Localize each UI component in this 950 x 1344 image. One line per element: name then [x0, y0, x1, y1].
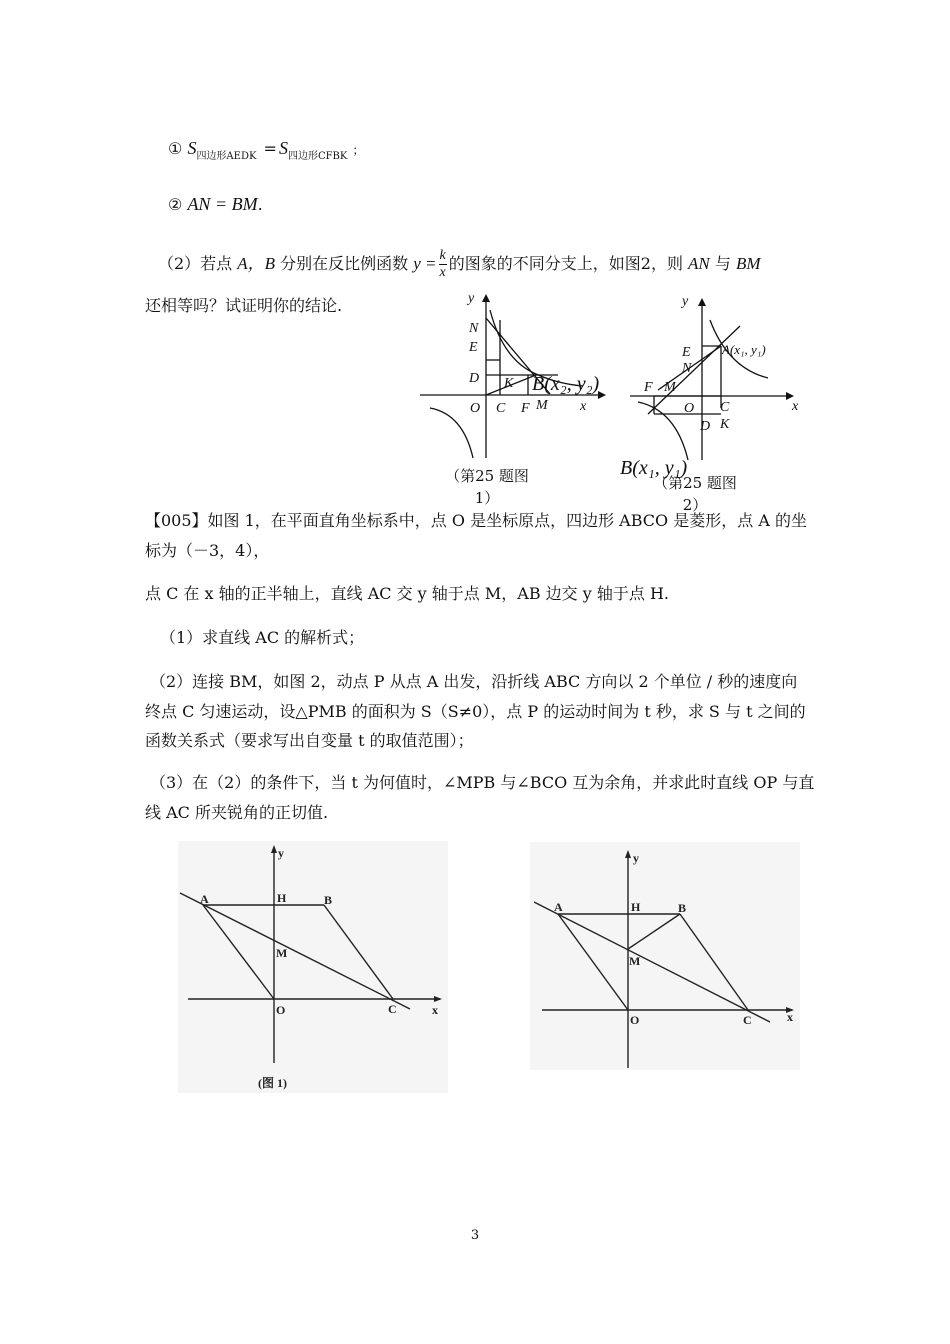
segment-ao: [558, 914, 628, 1010]
hyperbola-branch-2: [430, 408, 473, 458]
label-e: E: [469, 340, 478, 355]
caption-line: （第25 题图: [653, 474, 737, 492]
q005-part-2b: [145, 698, 806, 726]
text-segment: 标为（－3，4），: [145, 541, 270, 560]
text-segment: 分别在反比例函数: [280, 254, 409, 273]
text-segment: （3）在（2）的条件下，当 t 为何值时，∠MPB 与∠BCO 互为余角，并求此时直线 OP 与直: [150, 773, 815, 792]
text-segment: （2）连接 BM，如图 2，动点 P 从点 A 出发，沿折线 ABC 方向以 2 个单位 / 秒的速度向: [150, 672, 798, 691]
q005-part-1: [160, 624, 364, 652]
circled-number: ①: [168, 139, 183, 158]
q005-line-2: [145, 537, 269, 565]
numerator: k: [439, 248, 446, 263]
label-o: O: [630, 1013, 640, 1027]
circled-number: ②: [168, 195, 183, 214]
label-k: K: [720, 417, 730, 432]
text-segment: 还相等吗？试证明你的结论.: [145, 296, 343, 315]
label-b-point: B(x₂, y₂): [532, 373, 600, 395]
label-d: D: [469, 371, 480, 386]
figure-2: [530, 842, 800, 1070]
label-h: H: [631, 900, 641, 914]
label-o: O: [276, 1003, 286, 1017]
text-segment: （1）求直线 AC 的解析式；: [160, 628, 365, 647]
label-c: C: [388, 1002, 397, 1016]
page-number: 3: [470, 1228, 480, 1243]
condition-2: [168, 190, 263, 219]
segment-bc: [680, 914, 748, 1010]
label-f: F: [644, 380, 653, 395]
label-a: A: [554, 900, 563, 914]
text-segment: 函数关系式（要求写出自变量 t 的取值范围）；: [145, 731, 474, 750]
q005-line-1: [145, 507, 807, 535]
y-axis-arrow: [625, 850, 631, 858]
q005-line-3: [145, 580, 669, 608]
punctuation: .: [257, 195, 263, 214]
caption-line: 1）: [474, 489, 500, 507]
label-m: M: [629, 954, 641, 968]
label-y: y: [682, 294, 689, 309]
caption-line: 2）: [682, 496, 708, 514]
label-y: y: [278, 846, 284, 860]
text-segment: 线 AC 所夹锐角的正切值.: [145, 803, 329, 822]
s-symbol: S: [278, 138, 288, 158]
points-label: A，B: [237, 254, 276, 273]
equation: AN = BM: [187, 194, 258, 214]
label-h: H: [277, 891, 287, 905]
text-segment: （2）若点: [158, 254, 233, 273]
segment-bc: [324, 905, 393, 999]
text-segment: 终点 C 匀速运动，设△PMB 的面积为 S（S≠0），点 P 的运动时间为 t 秒，求 S 与 t 之间的: [145, 702, 806, 721]
label-d: D: [700, 419, 711, 434]
condition-1: [168, 134, 364, 166]
function-lhs: y =: [413, 254, 437, 273]
label-x: x: [432, 1003, 438, 1017]
label-o: O: [684, 401, 695, 416]
fraction-k-over-x: [439, 248, 447, 281]
part-2-question: [158, 248, 761, 281]
label-a: A: [200, 892, 209, 906]
line-ac: [180, 893, 410, 1009]
label-o: O: [470, 401, 481, 416]
denominator: x: [439, 265, 446, 280]
label-x: x: [792, 399, 799, 414]
q005-part-2c: [145, 727, 474, 755]
label-a-point: A(x₁, y₁): [722, 342, 766, 357]
punctuation: ；: [352, 143, 365, 157]
x-axis-arrow: [434, 996, 442, 1002]
q005-part-2a: [150, 668, 797, 696]
text-segment: 与: [714, 254, 731, 273]
segment-an: AN: [688, 254, 710, 273]
subscript: 四边形CFBK: [287, 151, 348, 162]
figure-25-2: [618, 290, 808, 500]
y-axis-arrow: [271, 845, 277, 853]
figure-25-1-caption: [432, 465, 542, 509]
label-y: y: [633, 851, 639, 865]
equals: =: [263, 139, 277, 158]
segment-bm: BM: [735, 254, 761, 273]
label-y: y: [468, 291, 475, 306]
subscript: 四边形AEDK: [196, 151, 257, 162]
label-c: C: [743, 1013, 752, 1027]
line-ac: [534, 902, 770, 1022]
label-b: B: [678, 901, 687, 915]
hyperbola-branch-2: [638, 402, 688, 460]
caption-line: （第25 题图: [445, 467, 529, 485]
label-f: F: [521, 401, 530, 416]
label-c: C: [496, 401, 506, 416]
label-k: K: [504, 376, 514, 391]
q005-part-3a: [150, 769, 814, 797]
segment-bm: [628, 914, 680, 949]
label-e: E: [682, 345, 691, 360]
part-2-question-cont: [145, 292, 342, 320]
label-m: M: [536, 398, 548, 413]
s-symbol: S: [187, 138, 197, 158]
label-n: N: [469, 321, 479, 336]
label-x: x: [580, 399, 587, 414]
y-axis-arrow: [482, 294, 490, 302]
label-c: C: [720, 400, 730, 415]
label-n: N: [682, 361, 692, 376]
text-segment: 点 C 在 x 轴的正半轴上，直线 AC 交 y 轴于点 M，AB 边交 y 轴于点 H.: [145, 584, 669, 603]
segment-ao: [203, 905, 274, 999]
text-segment: 的图象的不同分支上，如图2，则: [448, 254, 683, 273]
figure-1-caption: (图 1): [258, 1076, 287, 1090]
text-segment: 【005】如图 1，在平面直角坐标系中，点 O 是坐标原点，四边形 ABCO 是菱形，点 A 的坐: [145, 511, 807, 530]
y-axis-arrow: [698, 298, 706, 306]
label-b: B: [324, 893, 333, 907]
label-m: M: [276, 946, 288, 960]
label-m: M: [664, 380, 676, 395]
q005-part-3b: [145, 799, 328, 827]
figure-1: [178, 841, 448, 1093]
figure-25-1: [418, 290, 608, 490]
label-b-point: B(x₁, y₁): [620, 457, 688, 479]
label-x: x: [787, 1010, 793, 1024]
